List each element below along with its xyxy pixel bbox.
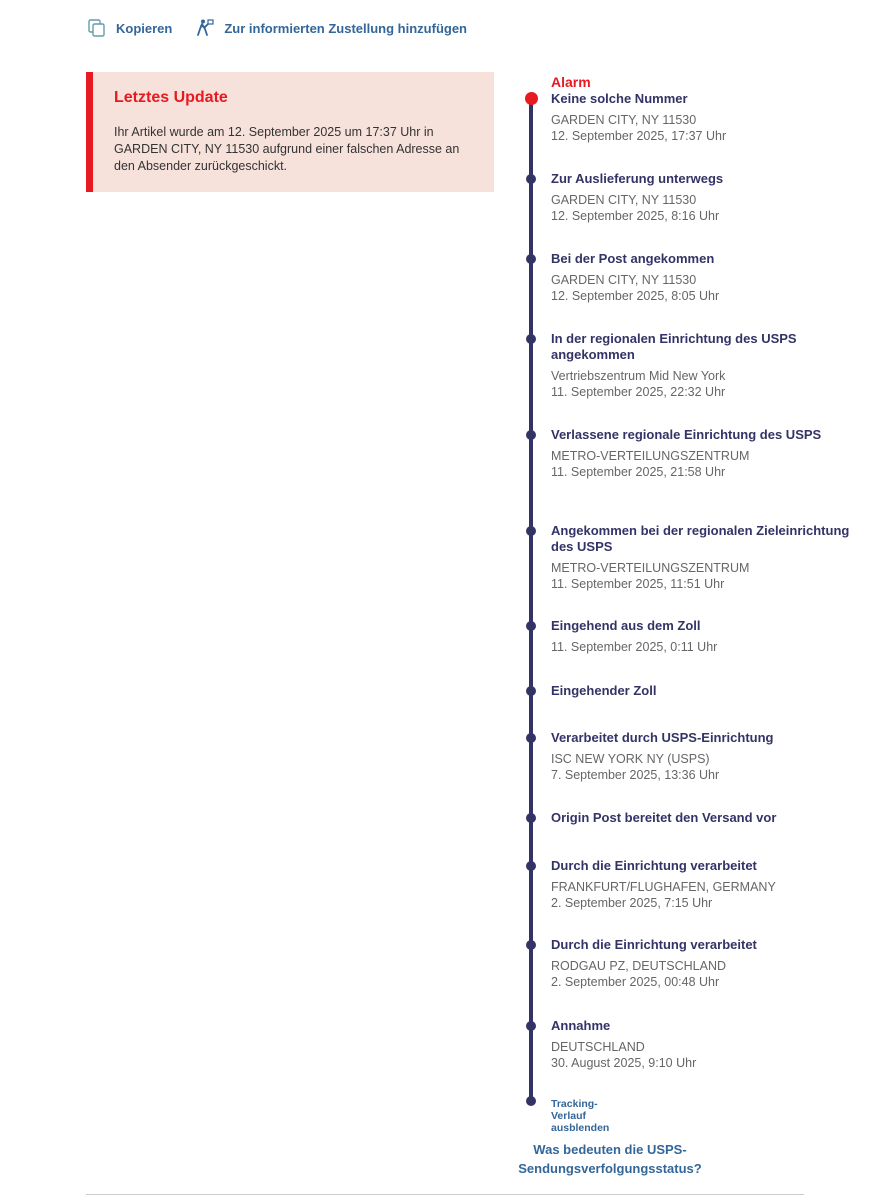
tracking-event — [551, 683, 851, 699]
event-time: 12. September 2025, 8:16 Uhr — [551, 209, 720, 223]
tracking-event — [551, 810, 851, 826]
tracking-event — [551, 523, 851, 592]
alert-label: Alarm — [551, 74, 591, 90]
event-location: ISC NEW YORK NY (USPS) — [551, 752, 710, 766]
timeline-dot — [526, 621, 536, 631]
event-status: In der regionalen Einrichtung des USPS angekommen — [551, 331, 797, 362]
timeline-line — [529, 98, 533, 1103]
tracking-event — [551, 618, 851, 655]
tracking-event — [551, 171, 851, 224]
event-time: 30. August 2025, 9:10 Uhr — [551, 1056, 697, 1070]
event-location: GARDEN CITY, NY 11530 — [551, 193, 697, 207]
latest-update-title: Letztes Update — [114, 89, 228, 106]
timeline-dot — [526, 940, 536, 950]
tracking-event — [551, 858, 851, 911]
hide-tracking-history-link[interactable]: Tracking-Verlauf ausblenden — [551, 1098, 610, 1134]
informed-delivery-button[interactable] — [194, 17, 467, 39]
event-location: Vertriebszentrum Mid New York — [551, 369, 726, 383]
latest-update-alert — [86, 72, 494, 192]
event-status: Eingehender Zoll — [551, 683, 657, 698]
event-time: 11. September 2025, 11:51 Uhr — [551, 577, 725, 591]
timeline-dot — [526, 686, 536, 696]
timeline-alert-dot — [525, 92, 538, 105]
event-status: Origin Post bereitet den Versand vor — [551, 810, 777, 825]
event-time: 11. September 2025, 0:11 Uhr — [551, 640, 718, 654]
timeline-dot — [526, 1021, 536, 1031]
mail-carrier-icon — [194, 17, 216, 39]
event-time: 11. September 2025, 22:32 Uhr — [551, 385, 726, 399]
event-status: Verlassene regionale Einrichtung des USPS — [551, 427, 822, 442]
event-time: 2. September 2025, 00:48 Uhr — [551, 975, 720, 989]
timeline-dot — [526, 813, 536, 823]
latest-update-text: Ihr Artikel wurde am 12. September 2025 um 17:37 Uhr in GARDEN CITY, NY 11530 aufgrund einer falschen Adresse an den Absender zurückgeschickt. — [114, 125, 460, 173]
tracking-event — [551, 427, 851, 480]
timeline-dot — [526, 526, 536, 536]
tracking-event — [551, 1018, 851, 1071]
event-time: 12. September 2025, 8:05 Uhr — [551, 289, 720, 303]
event-location: RODGAU PZ, DEUTSCHLAND — [551, 959, 727, 973]
event-status: Annahme — [551, 1018, 611, 1033]
timeline-dot — [526, 733, 536, 743]
event-location: METRO-VERTEILUNGSZENTRUM — [551, 561, 750, 575]
event-time: 12. September 2025, 17:37 Uhr — [551, 129, 727, 143]
tracking-event — [551, 91, 851, 144]
event-location: GARDEN CITY, NY 11530 — [551, 113, 697, 127]
divider — [86, 1194, 804, 1195]
copy-button[interactable] — [86, 17, 172, 39]
timeline-dot — [526, 430, 536, 440]
timeline-dot — [526, 254, 536, 264]
event-status: Bei der Post angekommen — [551, 251, 715, 266]
timeline-dot — [526, 174, 536, 184]
informed-delivery-label: Zur informierten Zustellung hinzufügen — [224, 20, 467, 36]
event-status: Angekommen bei der regionalen Zieleinrichtung des USPS — [551, 523, 850, 554]
tracking-event — [551, 730, 851, 783]
copy-label: Kopieren — [116, 20, 173, 36]
event-status: Durch die Einrichtung verarbeitet — [551, 937, 757, 952]
event-status: Durch die Einrichtung verarbeitet — [551, 858, 757, 873]
tracking-event — [551, 331, 851, 400]
event-status: Eingehend aus dem Zoll — [551, 618, 701, 633]
tracking-event — [551, 937, 851, 990]
event-location: METRO-VERTEILUNGSZENTRUM — [551, 449, 750, 463]
event-location: FRANKFURT/FLUGHAFEN, GERMANY — [551, 880, 776, 894]
copy-icon — [86, 17, 108, 39]
tracking-event — [551, 251, 851, 304]
tracking-status-faq-link[interactable]: Was bedeuten die USPS-Sendungsverfolgungsstatus? — [518, 1142, 702, 1176]
action-bar — [86, 14, 467, 42]
timeline-dot — [526, 861, 536, 871]
event-time: 2. September 2025, 7:15 Uhr — [551, 896, 713, 910]
timeline-dot — [526, 334, 536, 344]
event-status: Zur Auslieferung unterwegs — [551, 171, 724, 186]
event-time: 11. September 2025, 21:58 Uhr — [551, 465, 726, 479]
timeline-end-dot — [526, 1096, 536, 1106]
event-location: GARDEN CITY, NY 11530 — [551, 273, 697, 287]
event-status: Verarbeitet durch USPS-Einrichtung — [551, 730, 774, 745]
event-location: DEUTSCHLAND — [551, 1040, 645, 1054]
event-status: Keine solche Nummer — [551, 91, 688, 106]
event-time: 7. September 2025, 13:36 Uhr — [551, 768, 720, 782]
